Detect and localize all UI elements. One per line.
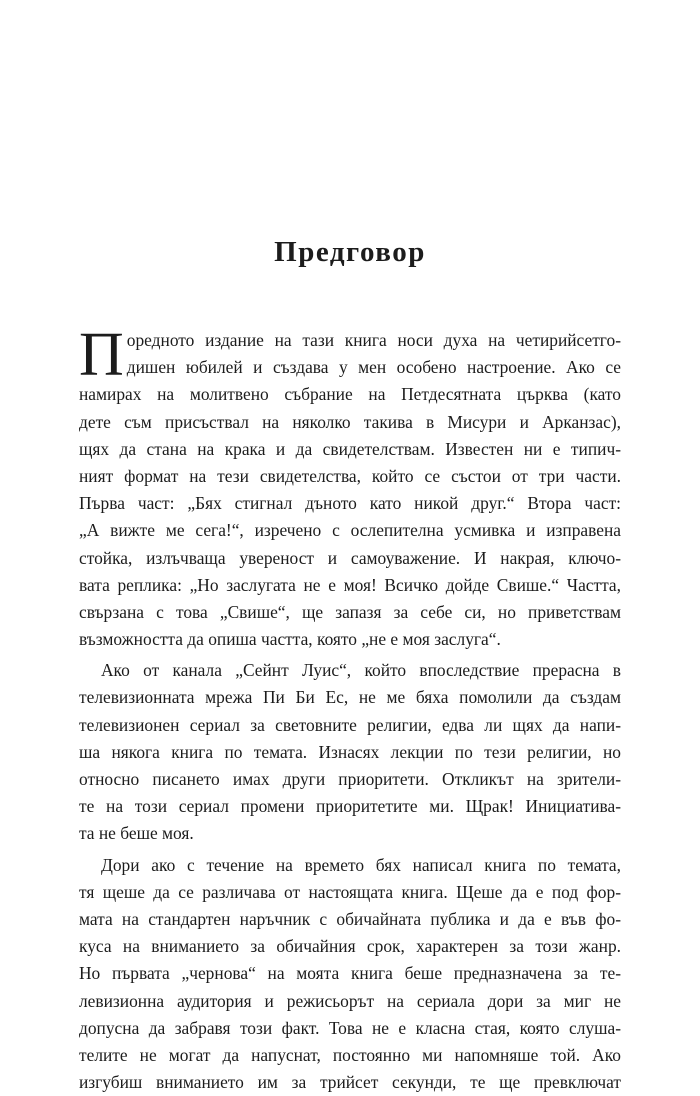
text-line: Първа част: „Бях стигнал дъното като никой друг.“ Втора част: [79,493,621,514]
text-line: дете съм присъствал на няколко такива в Мисури и Арканзас), [79,411,621,432]
paragraph-2 [79,657,621,847]
text-line: тя щеше да се различава от настоящата книга. Щеше да е под фор- [79,881,621,902]
drop-cap: П [79,321,124,389]
text-line: мата на стандартен наръчник с обичайната публика и да е във фо- [79,908,621,929]
text-line: Но първата „чернова“ на моята книга беше предназначена за те- [79,963,621,984]
text-line: допусна да забравя този факт. Това не е класна стая, която слуша- [79,1017,621,1038]
paragraph-3 [79,852,621,1096]
text-line: левизионна аудитория и режисьорът на сериала дори за миг не [79,990,621,1011]
text-line: относно писането имах други приоритети. Откликът на зрители- [79,769,621,789]
paragraph-1 [79,321,621,653]
text-line: та не беше моя. [79,823,194,844]
text-line: „А вижте ме сега!“, изречено с ослепителна усмивка и изправена [79,520,621,541]
text-line: възможността да опиша частта, която „не е моя заслуга“. [79,629,501,650]
chapter-title: Предговор [274,236,426,268]
text-line: ша някога книга по темата. Изнасях лекции по тези религии, но [79,741,621,762]
body-text [79,321,621,1096]
text-line: куса на вниманието за обичайния срок, характерен за този жанр. [79,936,621,957]
text-line: ният формат на тези свидетелства, който се състои от три части. [79,465,621,486]
text-line: вата реплика: „Но заслугата не е моя! Всичко дойде Свише.“ Частта, [79,574,621,595]
text-line: Ако от канала „Сейнт Луис“, който впоследствие прерасна в [101,660,621,681]
text-line: телевизионната мрежа Пи Би Ес, не ме бяха помолили да създам [79,687,621,708]
text-line: оредното издание на тази книга носи духа на четирийсетго- [126,330,621,350]
text-line: изгубиш вниманието им за трийсет секунди, те ще превключат [79,1072,621,1093]
text-line: те на този сериал промени приоритетите ми. Щрак! Инициатива- [79,796,621,817]
text-line: Дори ако с течение на времето бях написал книга по темата, [101,854,621,875]
text-line: телевизионен сериал за световните религии, едва ли щях да напи- [79,714,621,735]
text-line: дишен юбилей и създава у мен особено настроение. Ако се [126,357,621,378]
text-line: щях да стана на крака и да свидетелствам. Известен ни е типич- [79,438,621,459]
text-line: свързана с това „Свише“, ще запазя за себе си, но приветствам [79,601,621,622]
text-line: намирах на молитвено събрание на Петдесятната църква (като [79,384,621,405]
text-line: телите не могат да напуснат, постоянно ми напомняше той. Ако [79,1044,621,1065]
text-line: стойка, излъчваща увереност и самоуважение. И накрая, ключо- [79,547,621,568]
